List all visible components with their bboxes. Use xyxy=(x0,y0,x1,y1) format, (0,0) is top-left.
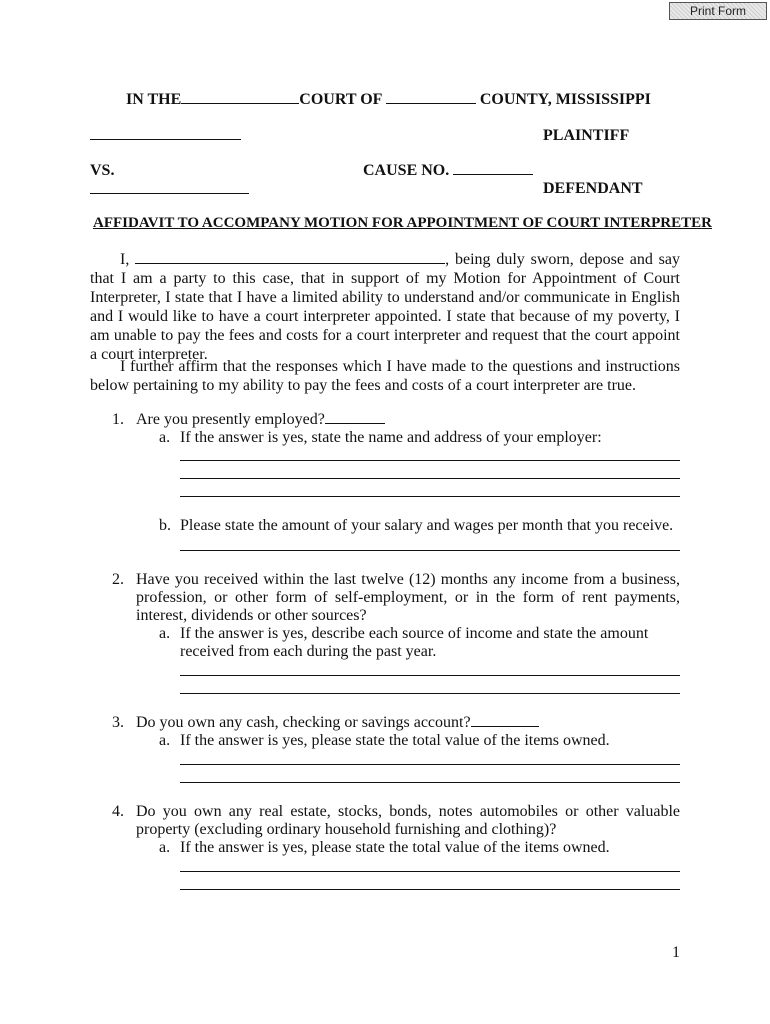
accounts-value-line-1[interactable] xyxy=(180,764,680,765)
affidavit-paragraph-1 xyxy=(90,250,680,364)
question-2a-label: a. xyxy=(159,625,171,642)
in-the-label: IN THE xyxy=(126,91,182,108)
defendant-label: DEFENDANT xyxy=(543,180,643,197)
employed-answer-blank[interactable] xyxy=(325,411,385,424)
print-form-button[interactable]: Print Form xyxy=(669,2,767,20)
plaintiff-label: PLAINTIFF xyxy=(543,127,630,144)
question-2-number: 2. xyxy=(112,571,124,588)
employer-answer-line-3[interactable] xyxy=(180,496,680,497)
salary-answer-line[interactable] xyxy=(180,550,680,551)
vs-label: VS. xyxy=(90,162,115,179)
question-4a-label: a. xyxy=(159,839,171,856)
income-answer-line-2[interactable] xyxy=(180,693,680,694)
cause-number-blank[interactable] xyxy=(453,162,533,175)
question-1-number: 1. xyxy=(112,411,124,428)
court-name-blank[interactable] xyxy=(181,91,299,104)
question-1 xyxy=(136,411,680,429)
employer-answer-line-1[interactable] xyxy=(180,460,680,461)
question-4-number: 4. xyxy=(112,803,124,820)
cause-no-label: CAUSE NO. xyxy=(363,162,450,179)
accounts-value-line-2[interactable] xyxy=(180,782,680,783)
county-name-blank[interactable] xyxy=(386,91,476,104)
question-4a-text: If the answer is yes, please state the total value of the items owned. xyxy=(180,839,610,856)
question-1a-text: If the answer is yes, state the name and address of your employer: xyxy=(180,429,602,446)
question-2a-text: If the answer is yes, describe each source of income and state the amount received from each during the past year. xyxy=(180,625,649,660)
accounts-answer-blank[interactable] xyxy=(471,714,539,727)
affidavit-paragraph-2 xyxy=(90,357,680,395)
paragraph-1-rest: , being duly sworn, depose and say that I am a party to this case, that in support of my Motion for Appointment of Court Interpreter, I state that I have a limited ability to understand and/or communicate in English and I would like to have a court interpreter appointed. I state that because of my poverty, I am unable to pay the fees and costs for a court interpreter and request that the court appoint a court interpreter. xyxy=(90,251,681,363)
question-3a-text: If the answer is yes, please state the total value of the items owned. xyxy=(180,732,610,749)
question-1-text: Are you presently employed? xyxy=(136,411,325,428)
court-caption-line xyxy=(126,91,651,109)
question-3-text: Do you own any cash, checking or savings account? xyxy=(136,714,471,731)
income-answer-line-1[interactable] xyxy=(180,675,680,676)
county-state-label: COUNTY, MISSISSIPPI xyxy=(479,91,651,108)
defendant-name-blank[interactable] xyxy=(90,193,249,194)
cause-no-line xyxy=(363,162,533,180)
question-1b-text: Please state the amount of your salary and wages per month that you receive. xyxy=(180,517,674,534)
question-3-number: 3. xyxy=(112,714,124,731)
question-2-text: Have you received within the last twelve (12) months any income from a business, profession, or other form of self-employment, or in the form of rent payments, interest, dividends or other sources? xyxy=(136,571,680,624)
paragraph-1-start: I, xyxy=(120,251,130,268)
question-3a-label: a. xyxy=(159,732,171,749)
plaintiff-name-blank[interactable] xyxy=(90,139,241,140)
question-1b-label: b. xyxy=(159,517,171,534)
question-3 xyxy=(136,714,680,732)
question-1a-label: a. xyxy=(159,429,171,446)
paragraph-2-text: I further affirm that the responses which I have made to the questions and instructions below pertaining to my ability to pay the fees and costs of a court interpreter are true. xyxy=(90,358,680,394)
document-title: AFFIDAVIT TO ACCOMPANY MOTION FOR APPOINTMENT OF COURT INTERPRETER xyxy=(93,215,712,231)
property-value-line-1[interactable] xyxy=(180,871,680,872)
question-4-text: Do you own any real estate, stocks, bonds, notes automobiles or other valuable property (excluding ordinary household furnishing and clothing)? xyxy=(136,803,680,838)
property-value-line-2[interactable] xyxy=(180,889,680,890)
employer-answer-line-2[interactable] xyxy=(180,478,680,479)
court-of-label: COURT OF xyxy=(299,91,382,108)
affiant-name-blank[interactable] xyxy=(135,251,445,264)
page-number: 1 xyxy=(672,944,680,961)
